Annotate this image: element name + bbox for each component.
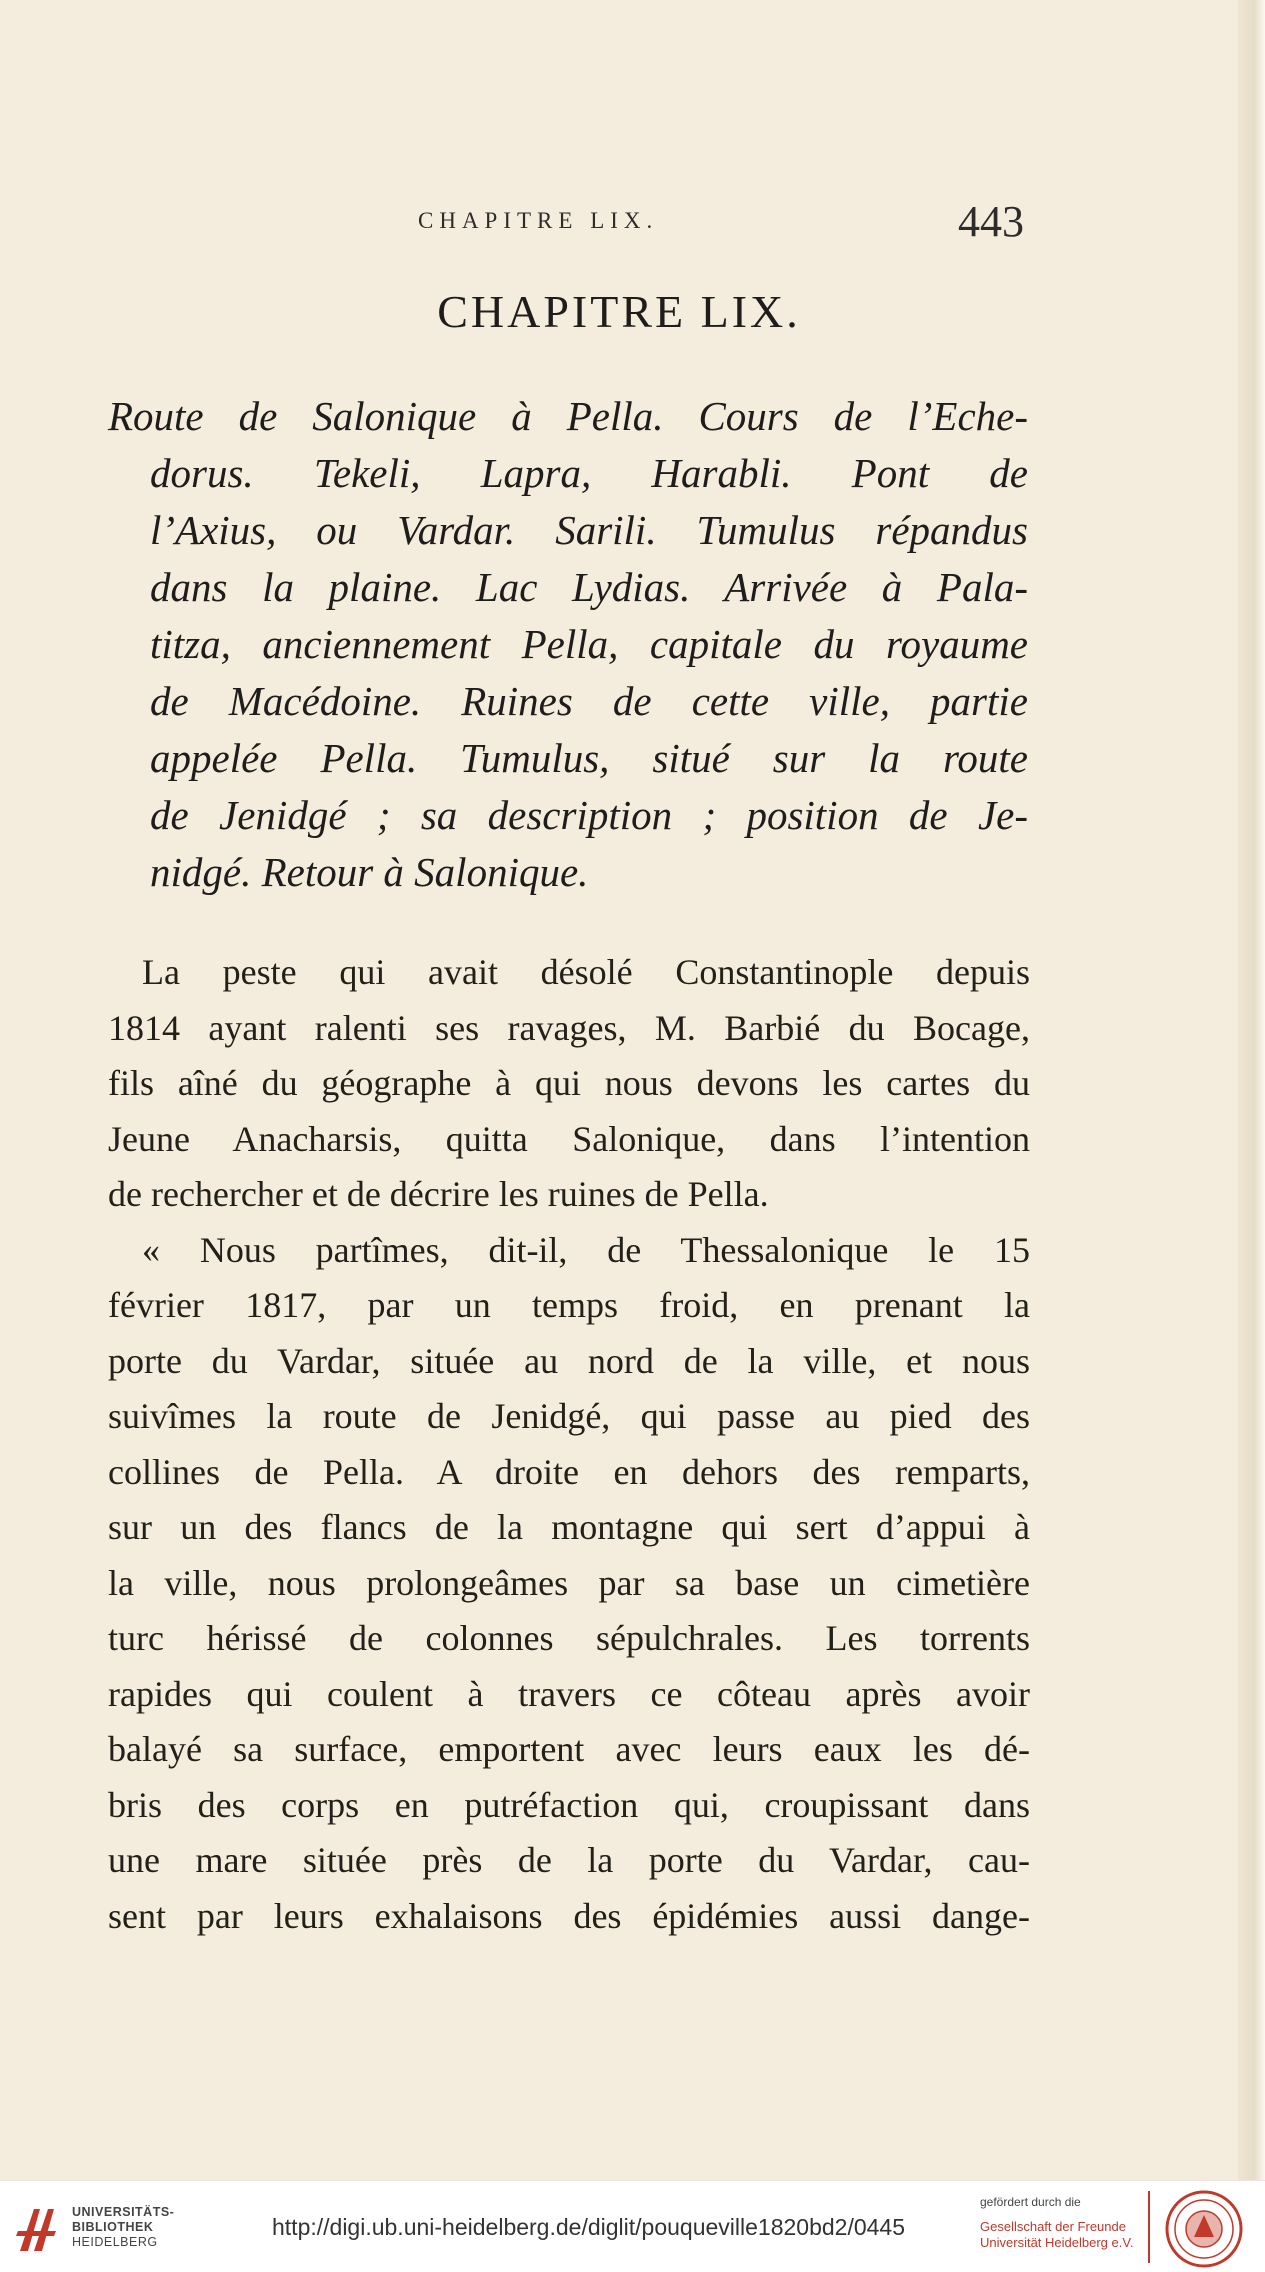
sponsor-intro: gefördert durch die [980,2195,1081,2209]
summary-line: de Jenidgé ; sa description ; position de Je- [150,792,1028,838]
text-line: balayé sa surface, emportent avec leurs eaux les dé- [108,1729,1030,1769]
divider [1148,2191,1150,2263]
institution-line: BIBLIOTHEK [72,2220,154,2234]
summary-line: nidgé. Retour à Salonique. [150,849,589,895]
text-line: porte du Vardar, située au nord de la ville, et nous [108,1340,1030,1381]
text-line: La peste qui avait désolé Constantinople depuis [142,952,1030,992]
text-line: la ville, nous prolongeâmes par sa base un cimetière [108,1562,1030,1603]
summary-line: titza, anciennement Pella, capitale du royaume [150,621,1028,667]
society-seal-icon[interactable] [1164,2189,1244,2269]
institution-line: UNIVERSITÄTS- [72,2205,175,2219]
text-line: fils aîné du géographe à qui nous devons les cartes du [108,1063,1030,1103]
text-line: une mare située près de la porte du Vardar, cau- [108,1840,1030,1880]
text-line: suivîmes la route de Jenidgé, qui passe au pied des [108,1396,1030,1436]
text-line: turc hérissé de colonnes sépulchrales. Les torrents [108,1618,1030,1658]
chapter-title: CHAPITRE LIX. [437,286,801,337]
page-number: 443 [958,197,1024,246]
summary-line: Route de Salonique à Pella. Cours de l’Eche- [108,393,1028,439]
page-edge [1238,0,1265,2180]
text-line: sur un des flancs de la montagne qui sert d’appui à [108,1507,1030,1547]
institution-name [72,2205,174,2250]
sponsor-name-line: Universität Heidelberg e.V. [980,2235,1134,2250]
running-head: CHAPITRE LIX. [418,208,659,233]
text-line: Jeune Anacharsis, quitta Salonique, dans l’intention [108,1118,1030,1159]
text-line: février 1817, par un temps froid, en prenant la [108,1285,1030,1325]
summary-line: appelée Pella. Tumulus, situé sur la route [150,735,1028,781]
text-line: sent par leurs exhalaisons des épidémies aussi dange- [108,1895,1030,1936]
summary-line: de Macédoine. Ruines de cette ville, partie [150,678,1028,724]
text-line: collines de Pella. A droite en dehors des remparts, [108,1451,1030,1492]
permalink-url[interactable]: http://digi.ub.uni-heidelberg.de/diglit/pouqueville1820bd2/0445 [272,2214,905,2240]
text-line: 1814 ayant ralenti ses ravages, M. Barbié du Bocage, [108,1007,1030,1048]
text-line: « Nous partîmes, dit-il, de Thessalonique le 15 [142,1229,1030,1270]
institution-line: HEIDELBERG [72,2235,158,2249]
summary-line: dorus. Tekeli, Lapra, Harabli. Pont de [150,450,1028,496]
university-logo-icon[interactable] [14,2201,60,2257]
chapter-summary [108,388,1028,901]
body-text [108,945,1030,1944]
text-line: bris des corps en putréfaction qui, croupissant dans [108,1784,1030,1825]
text-line: de rechercher et de décrire les ruines de Pella. [108,1174,769,1214]
sponsor-name-line: Gesellschaft der Freunde [980,2219,1126,2234]
text-line: rapides qui coulent à travers ce côteau après avoir [108,1673,1030,1714]
footer-bar [0,2180,1265,2272]
summary-line: dans la plaine. Lac Lydias. Arrivée à Pala- [150,564,1028,610]
summary-line: l’Axius, ou Vardar. Sarili. Tumulus répandus [150,507,1028,553]
sponsor-block[interactable] [980,2195,1133,2251]
